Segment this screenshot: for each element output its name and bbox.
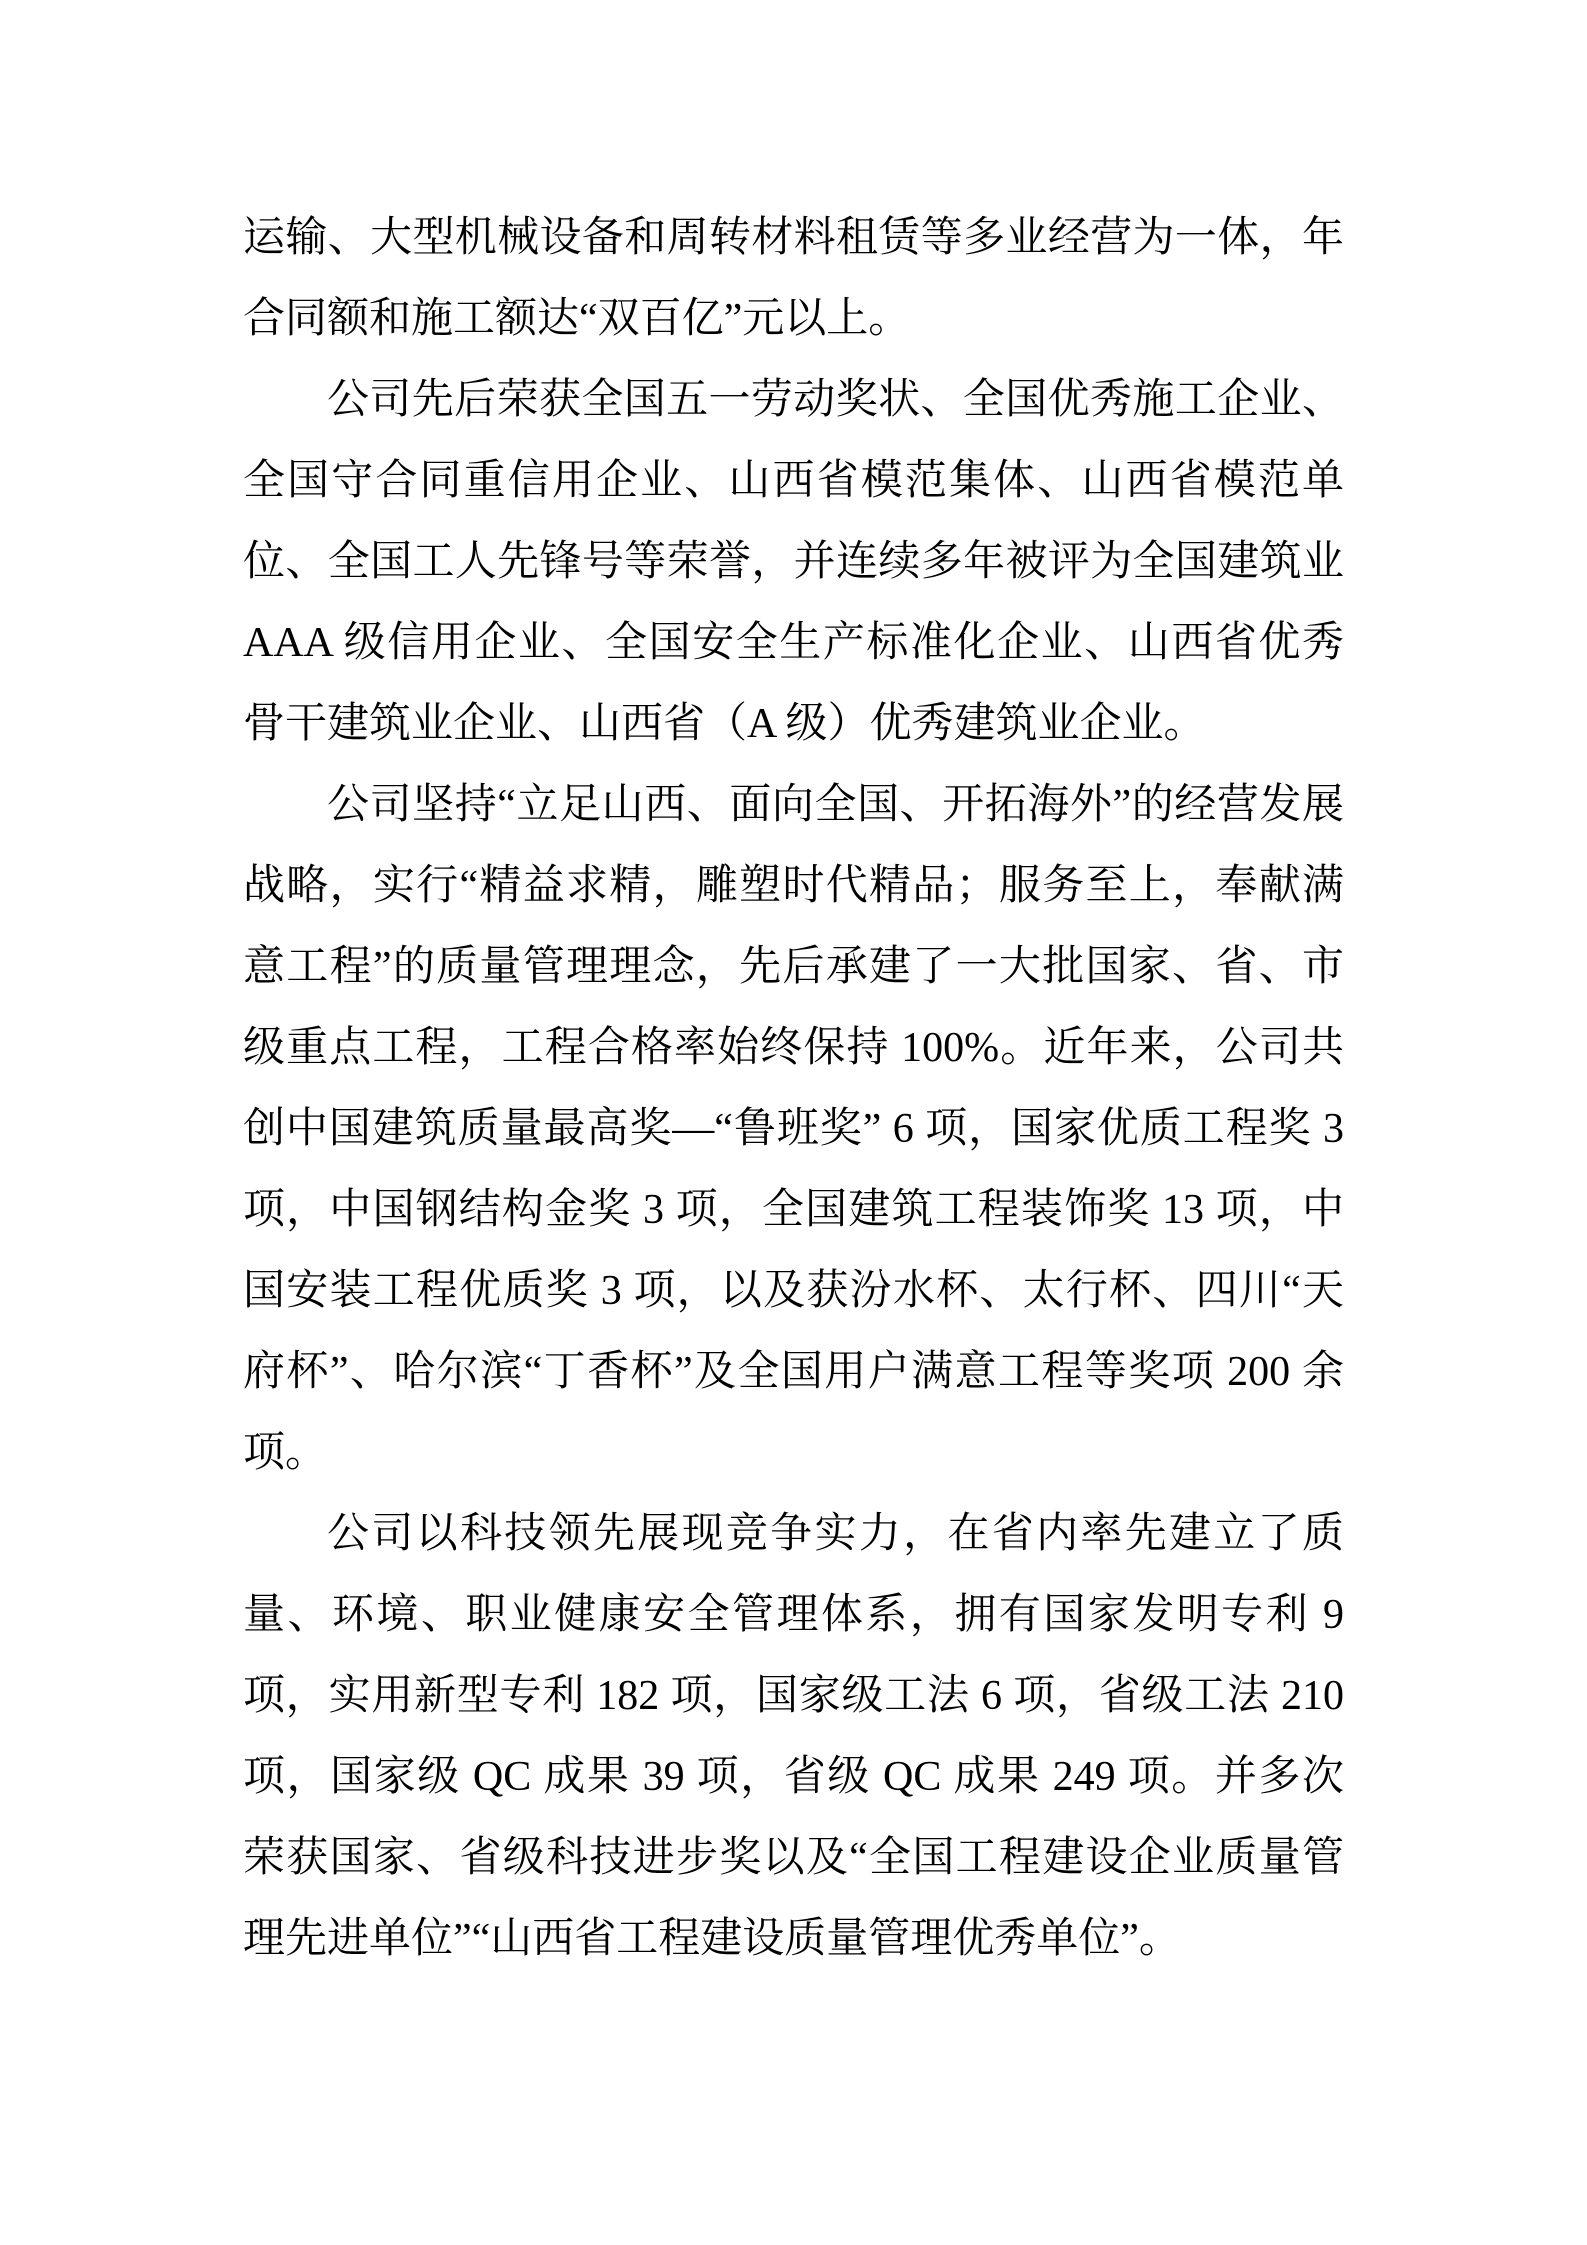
paragraph-honors: 公司先后荣获全国五一劳动奖状、全国优秀施工企业、全国守合同重信用企业、山西省模范集体、山西省模范单位、全国工人先锋号等荣誉，并连续多年被评为全国建筑业 AAA 级信用企业、全国安全生产标准化企业、山西省优秀骨干建筑业企业、山西省（A 级）优秀建筑业企业。 — [243, 377, 1344, 747]
paragraph-continuation: 运输、大型机械设备和周转材料租赁等多业经营为一体，年合同额和施工额达“双百亿”元以上。 — [243, 215, 1344, 342]
paragraph-technology: 公司以科技领先展现竞争实力，在省内率先建立了质量、环境、职业健康安全管理体系，拥有国家发明专利 9 项，实用新型专利 182 项，国家级工法 6 项，省级工法 210 项，国家级 QC 成果 39 项，省级 QC 成果 249 项。并多次荣获国家、省级科技进步奖以及“全国工程建设企业质量管理先进单位”“山西省工程建设质量管理优秀单位”。 — [243, 1511, 1344, 1962]
paragraph-strategy-awards: 公司坚持“立足山西、面向全国、开拓海外”的经营发展战略，实行“精益求精，雕塑时代精品；服务至上，奉献满意工程”的质量管理理念，先后承建了一大批国家、省、市级重点工程，工程合格率始终保持 100%。近年来，公司共创中国建筑质量最高奖—“鲁班奖” 6 项，国家优质工程奖 3 项，中国钢结构金奖 3 项，全国建筑工程装饰奖 13 项，中国安装工程优质奖 3 项，以及获汾水杯、太行杯、四川“天府杯”、哈尔滨“丁香杯”及全国用户满意工程等奖项 200 余项。 — [243, 782, 1344, 1476]
page-text-block — [243, 198, 1344, 1980]
